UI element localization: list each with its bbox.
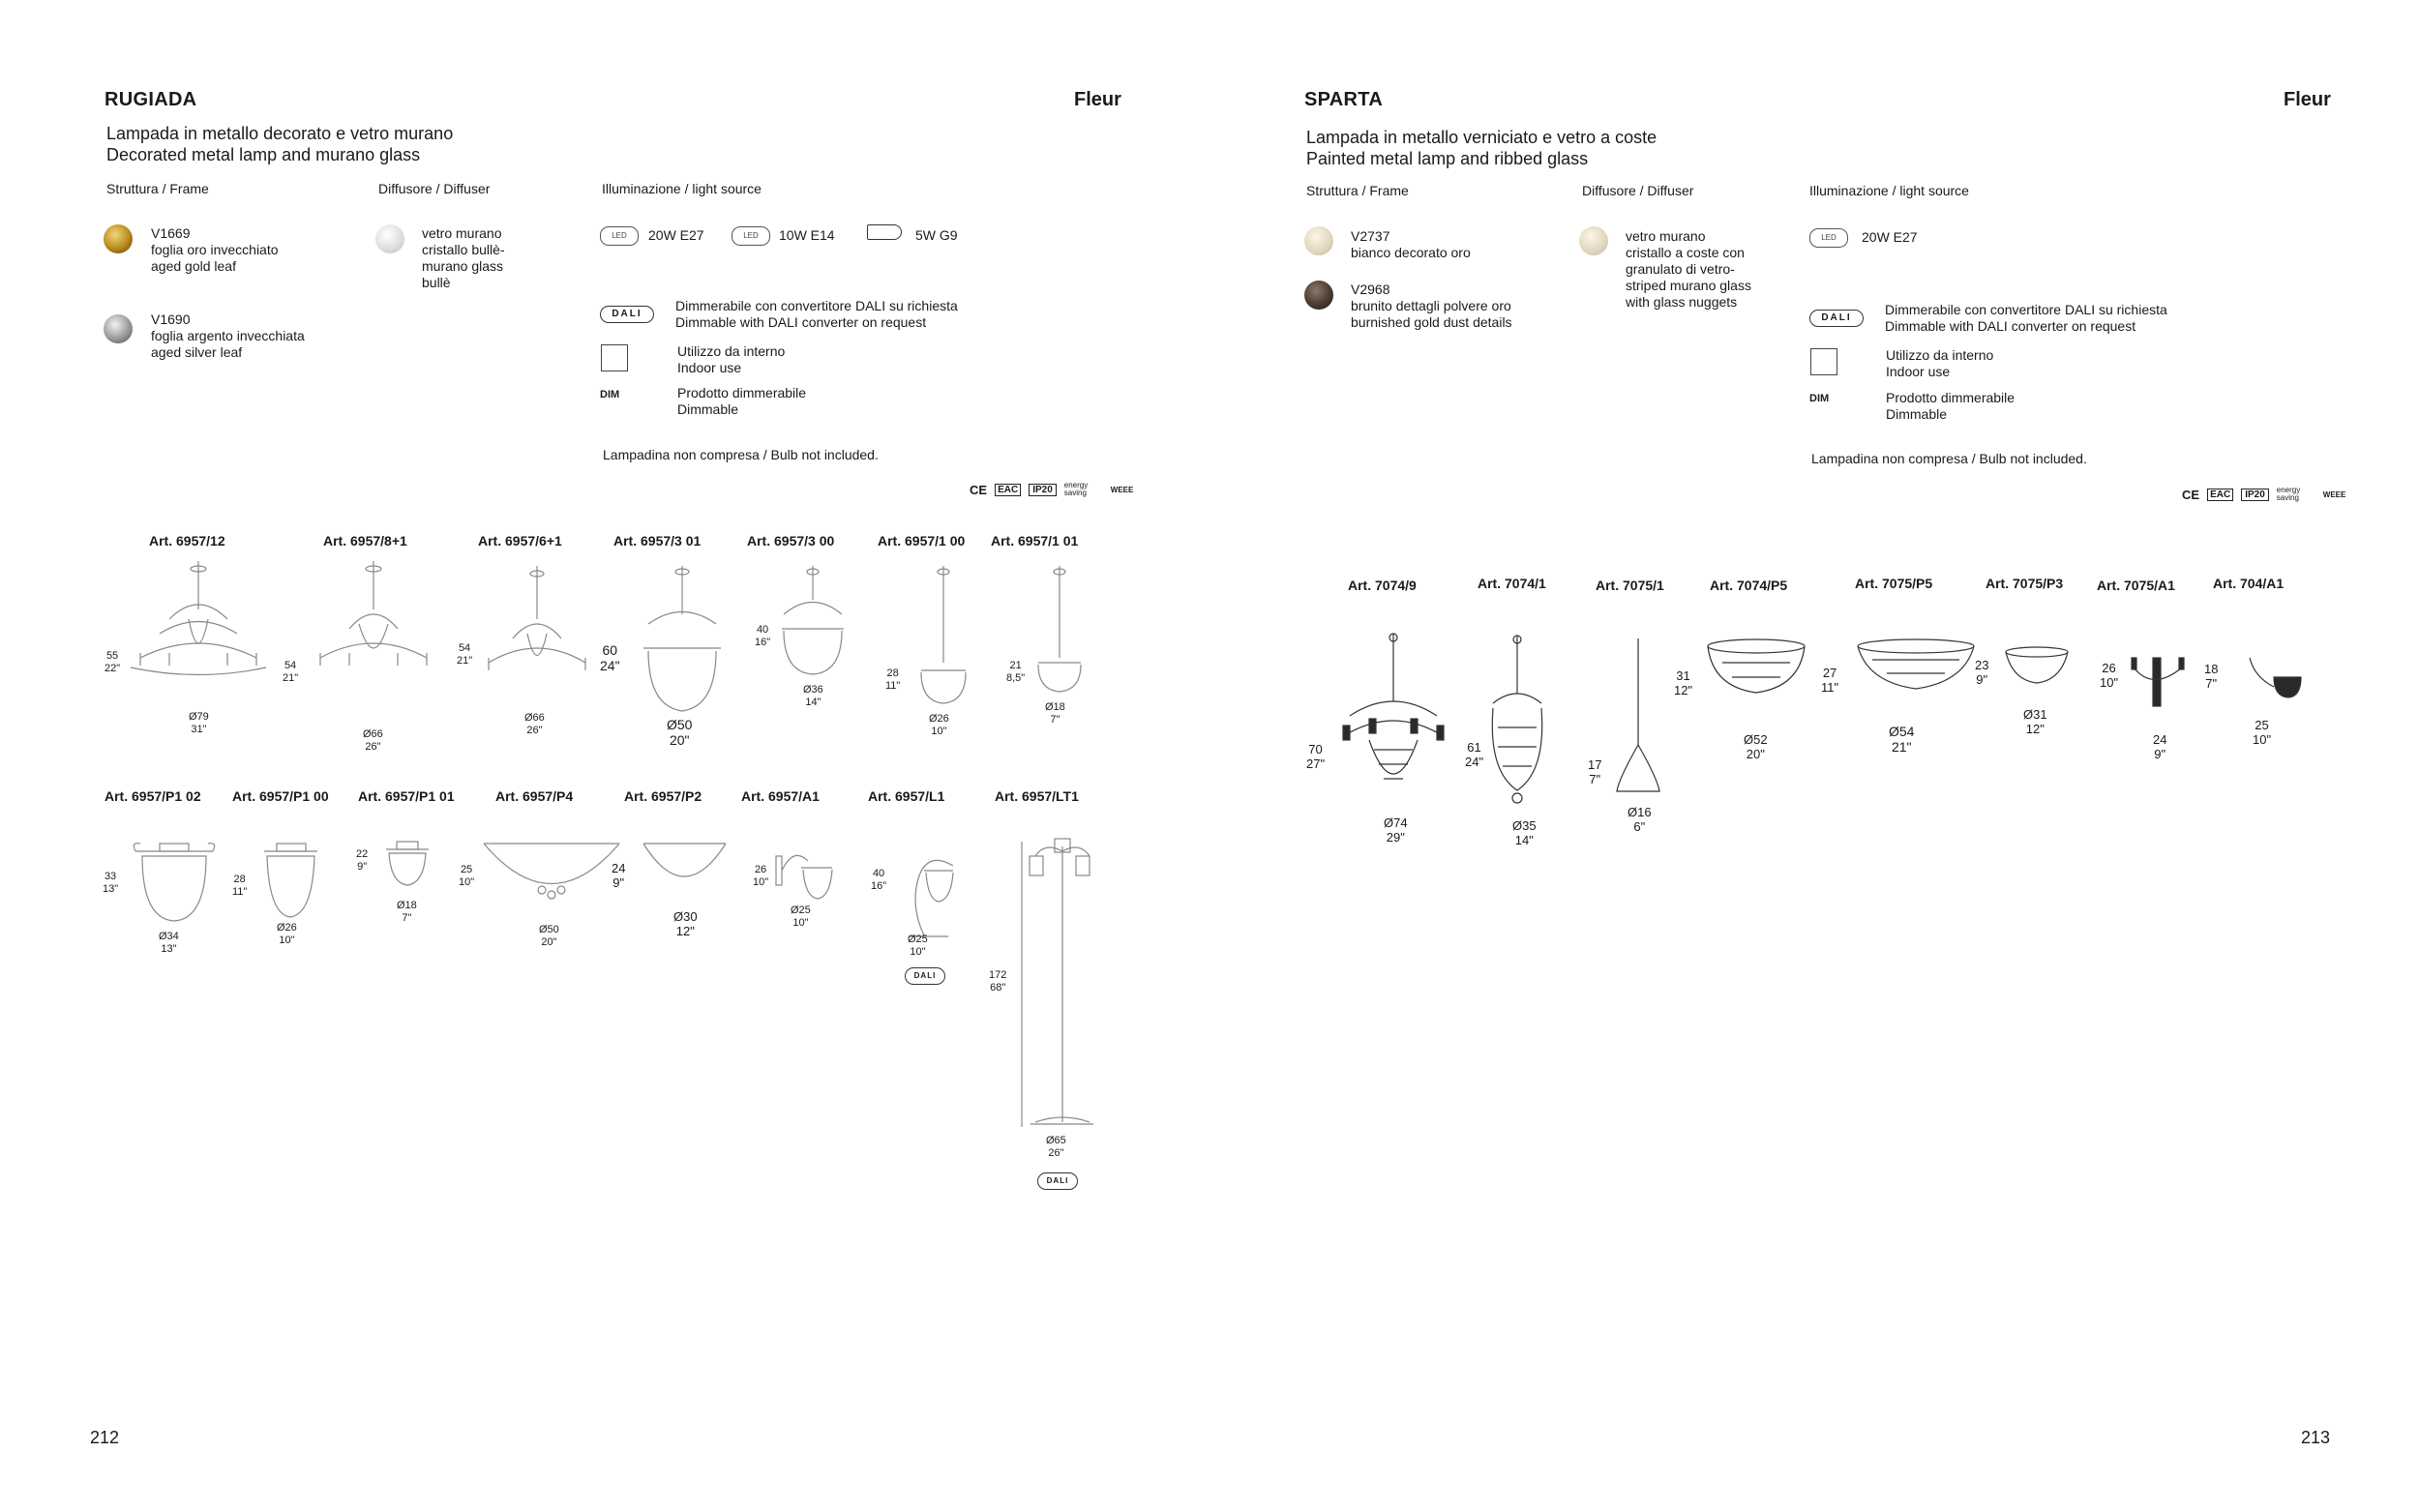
no-dali-icon: DALI [1037,1172,1078,1190]
article-code: Art. 6957/LT1 [995,788,1079,804]
frame-header: Struttura / Frame [106,181,209,196]
height-dimension: 27 11" [1821,666,1839,695]
article-code: Art. 6957/P2 [624,788,702,804]
article-code: Art. 6957/1 00 [878,533,966,548]
subtitle-en: Decorated metal lamp and murano glass [106,145,421,164]
diameter-dimension: Ø52 20" [1744,732,1768,761]
height-dimension: 31 12" [1674,668,1693,697]
finish-item: V2968 brunito dettagli polvere oro burnished gold dust details [1351,282,1512,330]
diameter-dimension: Ø54 21" [1889,724,1915,755]
diameter-dimension: Ø18 7" [397,900,417,924]
finish-swatch-bronze [1304,281,1333,310]
chandelier-drawing [131,561,276,706]
article-code: Art. 6957/12 [149,533,225,548]
page-number: 213 [2301,1428,2331,1447]
indoor-use-icon [601,344,628,371]
height-dimension: 70 27" [1306,742,1326,771]
g9-bulb-icon [867,224,902,240]
article-code: Art. 6957/P4 [495,788,574,804]
diameter-dimension: Ø35 14" [1512,818,1537,847]
dimmable-icon: DIM [600,389,620,400]
certifications [2182,487,2345,502]
diffuser-header: Diffusore / Diffuser [1582,183,1694,198]
height-dimension: 23 9" [1975,658,1989,687]
article-code: Art. 6957/1 01 [991,533,1079,548]
dali-icon: DALI [1809,310,1864,327]
diffuser-description: vetro murano cristallo bullè- murano glass bullè [422,225,505,290]
bulb-spec: 10W E14 [779,227,835,243]
ceiling-lamp-drawing [2003,646,2071,687]
height-dimension: 18 7" [2204,662,2219,691]
wall-lamp-drawing [2129,638,2187,716]
feature-dimmable: Prodotto dimmerabile Dimmable [677,385,807,417]
led-bulb-icon: LED [1809,228,1848,248]
table-lamp-drawing [895,846,958,938]
bulb-spec: 20W E27 [648,227,704,243]
chandelier-drawing [484,566,590,701]
energy-saving-icon: energy saving [2276,486,2301,502]
bulb-spec: 20W E27 [1862,229,1918,245]
bulb-spec: 5W G9 [915,227,958,243]
height-dimension: 40 16" [755,624,771,648]
finish-swatch-silver [104,314,133,343]
height-dimension: 60 24" [600,642,620,673]
article-code: Art. 7074/1 [1478,576,1546,591]
diameter-dimension: Ø50 20" [539,924,559,948]
wall-lamp-drawing [2245,653,2303,701]
height-dimension: 21 8,5" [1006,660,1026,684]
height-dimension: 55 22" [105,650,121,674]
light-header: Illuminazione / light source [602,181,762,196]
height-dimension: 24 9" [612,861,626,890]
height-dimension: 33 13" [103,871,119,895]
eac-mark-icon: EAC [2207,489,2233,501]
chandelier-drawing [306,561,441,706]
height-dimension: 172 68" [989,969,1007,993]
feature-dali: Dimmerabile con convertitore DALI su richiesta Dimmable with DALI converter on request [1885,302,2167,334]
pendant-drawing [634,566,731,716]
height-dimension: 25 10" [459,864,475,888]
depth-dimension: 25 10" [2253,718,2272,747]
article-code: Art. 704/A1 [2213,576,2285,591]
diameter-dimension: Ø74 29" [1384,815,1408,845]
page-right [1210,0,2419,1512]
diffuser-header: Diffusore / Diffuser [378,181,491,196]
diameter-dimension: Ø25 10" [791,904,811,929]
height-dimension: 61 24" [1465,740,1484,769]
diffuser-description: vetro murano cristallo a coste con granulato di vetro- striped murano glass with glass nuggets [1626,228,1751,310]
bulb-note: Lampadina non compresa / Bulb not included. [603,447,879,462]
width-dimension: 24 9" [2153,732,2167,761]
article-code: Art. 6957/P1 01 [358,788,455,804]
finish-item: V2737 bianco decorato oro [1351,228,1471,260]
diameter-dimension: Ø36 14" [803,684,823,708]
diameter-dimension: Ø65 26" [1046,1135,1066,1159]
ce-mark-icon: CE [970,482,988,497]
diameter-dimension: Ø25 10" [908,934,928,958]
wall-lamp-drawing [774,846,837,904]
article-code: Art. 7074/P5 [1710,578,1788,593]
pendant-drawing [1030,566,1089,697]
page-number: 212 [90,1428,120,1447]
weee-bin-icon: WEEE [2322,489,2346,499]
height-dimension: 28 11" [232,874,248,898]
finish-swatch-white [1304,226,1333,255]
ceiling-lamp-drawing [1703,638,1809,697]
height-dimension: 26 10" [753,864,769,888]
diffuser-swatch [1579,226,1608,255]
height-dimension: 40 16" [871,868,887,892]
ceiling-bowl-drawing [643,842,726,904]
subtitle-it: Lampada in metallo decorato e vetro murano [106,124,454,143]
finish-swatch-gold [104,224,133,253]
ce-mark-icon: CE [2182,487,2200,502]
weee-bin-icon: WEEE [1110,485,1134,494]
diameter-dimension: Ø30 12" [673,909,698,938]
product-title: RUGIADA [105,89,197,110]
height-dimension: 26 10" [2100,661,2119,690]
collection-name: Fleur [1074,89,1121,110]
ceiling-lamp-drawing [383,840,432,888]
bulb-note: Lampadina non compresa / Bulb not included. [1811,451,2087,466]
article-code: Art. 7075/P5 [1855,576,1933,591]
floor-lamp-drawing [1016,837,1093,1132]
chandelier-drawing [1483,636,1551,805]
diameter-dimension: Ø50 20" [667,717,693,748]
dali-icon: DALI [600,306,654,323]
article-code: Art. 6957/P1 00 [232,788,329,804]
article-code: Art. 6957/6+1 [478,533,562,548]
subtitle-en: Painted metal lamp and ribbed glass [1306,149,1589,168]
collection-name: Fleur [2284,89,2331,110]
article-code: Art. 6957/A1 [741,788,820,804]
diameter-dimension: Ø34 13" [159,931,179,955]
certifications [970,482,1133,497]
article-code: Art. 6957/3 01 [613,533,702,548]
led-bulb-icon: LED [732,226,770,246]
pendant-drawing [774,566,851,682]
feature-indoor: Utilizzo da interno Indoor use [1886,347,1994,379]
feature-dali: Dimmerabile con convertitore DALI su richiesta Dimmable with DALI converter on request [675,298,958,330]
article-code: Art. 7074/9 [1348,578,1417,593]
diameter-dimension: Ø18 7" [1045,701,1065,726]
indoor-use-icon [1810,348,1837,375]
led-bulb-icon: LED [600,226,639,246]
frame-header: Struttura / Frame [1306,183,1409,198]
finish-item: V1690 foglia argento invecchiata aged silver leaf [151,311,305,360]
chandelier-drawing [1335,634,1451,803]
pendant-drawing [1614,638,1662,793]
feature-indoor: Utilizzo da interno Indoor use [677,343,786,375]
diameter-dimension: Ø16 6" [1628,805,1652,834]
ceiling-bowl-drawing [484,842,619,919]
article-code: Art. 6957/8+1 [323,533,407,548]
article-code: Art. 6957/P1 02 [105,788,201,804]
no-dali-icon: DALI [905,967,945,985]
ceiling-lamp-drawing [259,842,322,919]
energy-saving-icon: energy saving [1063,481,1089,497]
height-dimension: 22 9" [356,848,369,873]
dimmable-icon: DIM [1809,393,1830,404]
diameter-dimension: Ø79 31" [189,711,209,735]
height-dimension: 54 21" [457,642,473,667]
article-code: Art. 7075/1 [1596,578,1664,593]
feature-dimmable: Prodotto dimmerabile Dimmable [1886,390,2016,422]
diameter-dimension: Ø66 26" [363,728,383,753]
diameter-dimension: Ø26 10" [929,713,949,737]
article-code: Art. 7075/P3 [1986,576,2064,591]
light-header: Illuminazione / light source [1809,183,1969,198]
height-dimension: 17 7" [1588,757,1602,786]
article-code: Art. 6957/3 00 [747,533,835,548]
diameter-dimension: Ø31 12" [2023,707,2047,736]
product-title: SPARTA [1304,89,1384,110]
article-code: Art. 7075/A1 [2097,578,2175,593]
ceiling-lamp-drawing [131,842,218,924]
eac-mark-icon: EAC [995,484,1021,496]
finish-item: V1669 foglia oro invecchiato aged gold leaf [151,225,279,274]
article-code: Art. 6957/L1 [868,788,945,804]
height-dimension: 28 11" [885,667,901,692]
height-dimension: 54 21" [283,660,299,684]
diameter-dimension: Ø26 10" [277,922,297,946]
ceiling-lamp-drawing [1853,638,1979,697]
diffuser-swatch [375,224,404,253]
ip20-badge: IP20 [1029,484,1057,496]
pendant-drawing [910,566,977,706]
diameter-dimension: Ø66 26" [524,712,545,736]
ip20-badge: IP20 [2241,489,2269,501]
subtitle-it: Lampada in metallo verniciato e vetro a coste [1306,128,1657,147]
